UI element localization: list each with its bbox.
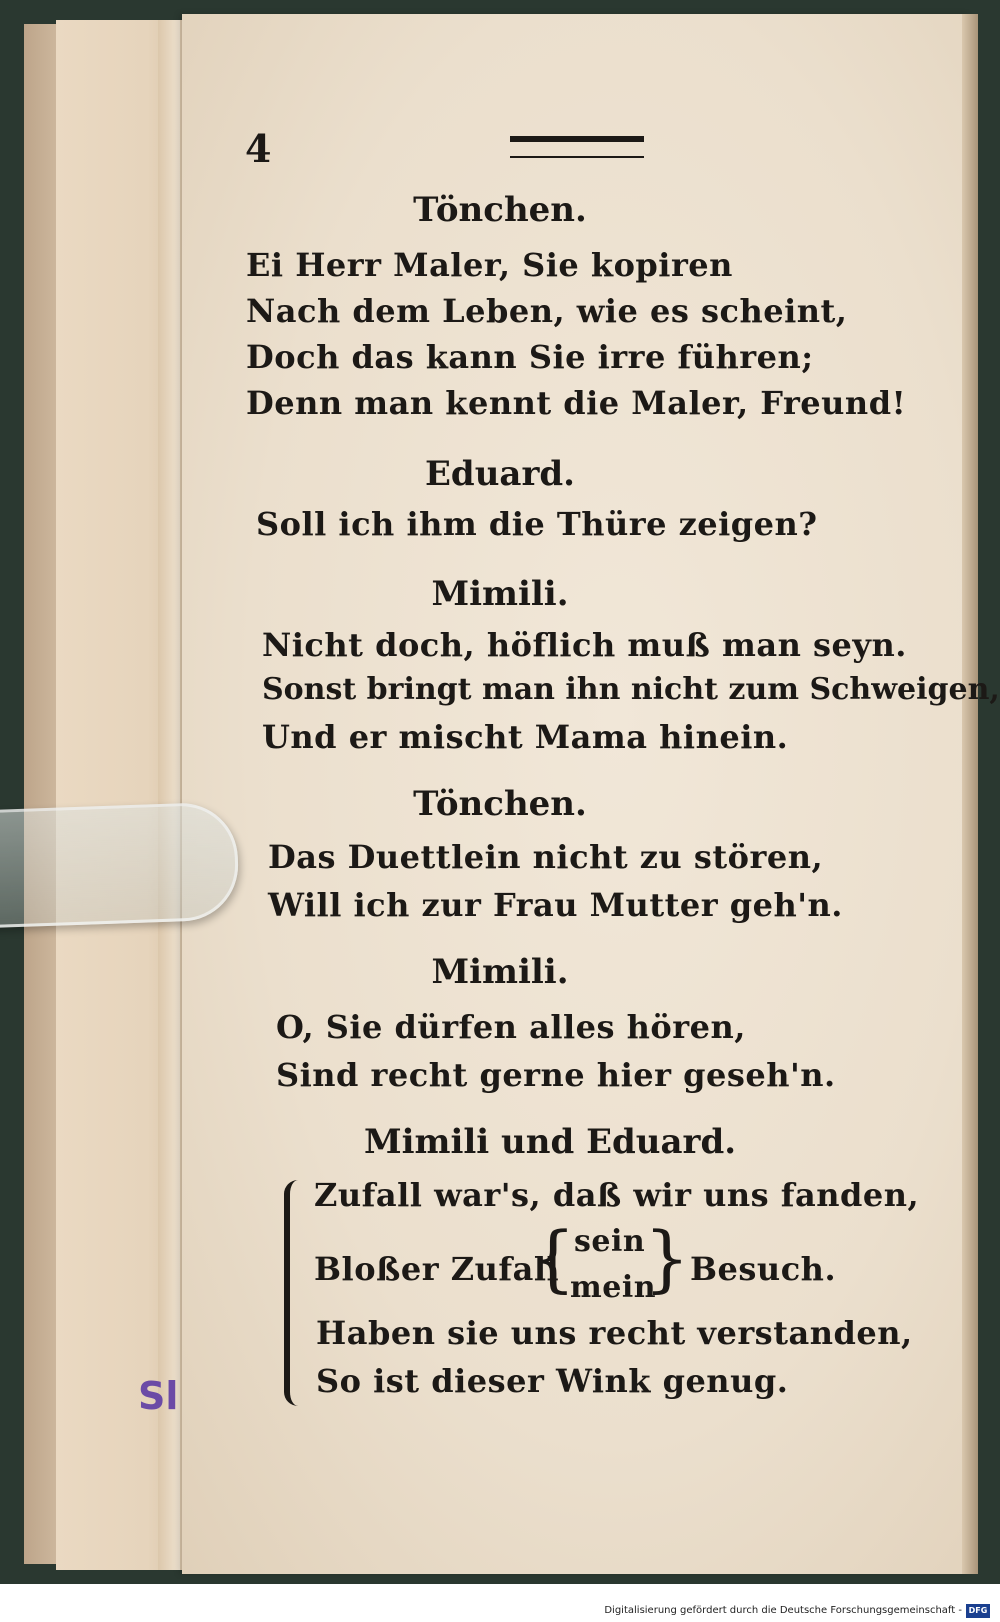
duet-bracket: [284, 1180, 304, 1406]
speaker-label: Eduard.: [425, 454, 575, 494]
verse-line: Doch das kann Sie irre führen;: [246, 338, 814, 376]
dfg-logo: DFG: [966, 1604, 990, 1618]
option-lower: mein: [570, 1270, 657, 1305]
verse-line: Ei Herr Maler, Sie kopiren: [246, 246, 733, 284]
verse-line: Das Duettlein nicht zu stören,: [268, 838, 824, 876]
verse-line: Sind recht gerne hier geseh'n.: [276, 1056, 836, 1094]
header-ornament-rule: [510, 136, 644, 158]
verse-line: Zufall war's, daß wir uns fanden,: [314, 1176, 920, 1214]
verse-line: O, Sie dürfen alles hören,: [276, 1008, 746, 1046]
speaker-label: Tönchen.: [413, 190, 587, 230]
option-upper: sein: [574, 1224, 646, 1259]
verse-line: Sonst bringt man ihn nicht zum Schweigen,: [262, 672, 1000, 707]
speaker-label: Tönchen.: [413, 784, 587, 824]
speaker-label: Mimili und Eduard.: [363, 1122, 737, 1162]
footer-credit: Digitalisierung gefördert durch die Deutsche Forschungsgemeinschaft -: [604, 1605, 962, 1616]
right-brace: }: [644, 1216, 690, 1300]
verse-line: Nach dem Leben, wie es scheint,: [246, 292, 848, 330]
glass-page-weight: [0, 801, 240, 928]
verse-line: Denn man kennt die Maler, Freund!: [246, 384, 907, 422]
left-brace: {: [530, 1216, 576, 1300]
verse-line: So ist dieser Wink genug.: [316, 1362, 789, 1400]
speaker-label: Mimili.: [431, 952, 569, 992]
verse-line: Haben sie uns recht verstanden,: [316, 1314, 913, 1352]
page-number: 4: [245, 126, 272, 171]
footer-band: [0, 1584, 1000, 1622]
verse-line: Soll ich ihm die Thüre zeigen?: [256, 505, 818, 543]
speaker-label: Mimili.: [431, 574, 569, 614]
verse-line-end: Besuch.: [690, 1250, 837, 1288]
verse-line-start: Bloßer Zufall: [314, 1250, 560, 1288]
verse-line: Und er mischt Mama hinein.: [262, 718, 789, 756]
verse-line: Nicht doch, höflich muß man seyn.: [262, 626, 907, 664]
margin-mark: Sl: [138, 1374, 179, 1418]
verse-line: Will ich zur Frau Mutter geh'n.: [268, 886, 843, 924]
